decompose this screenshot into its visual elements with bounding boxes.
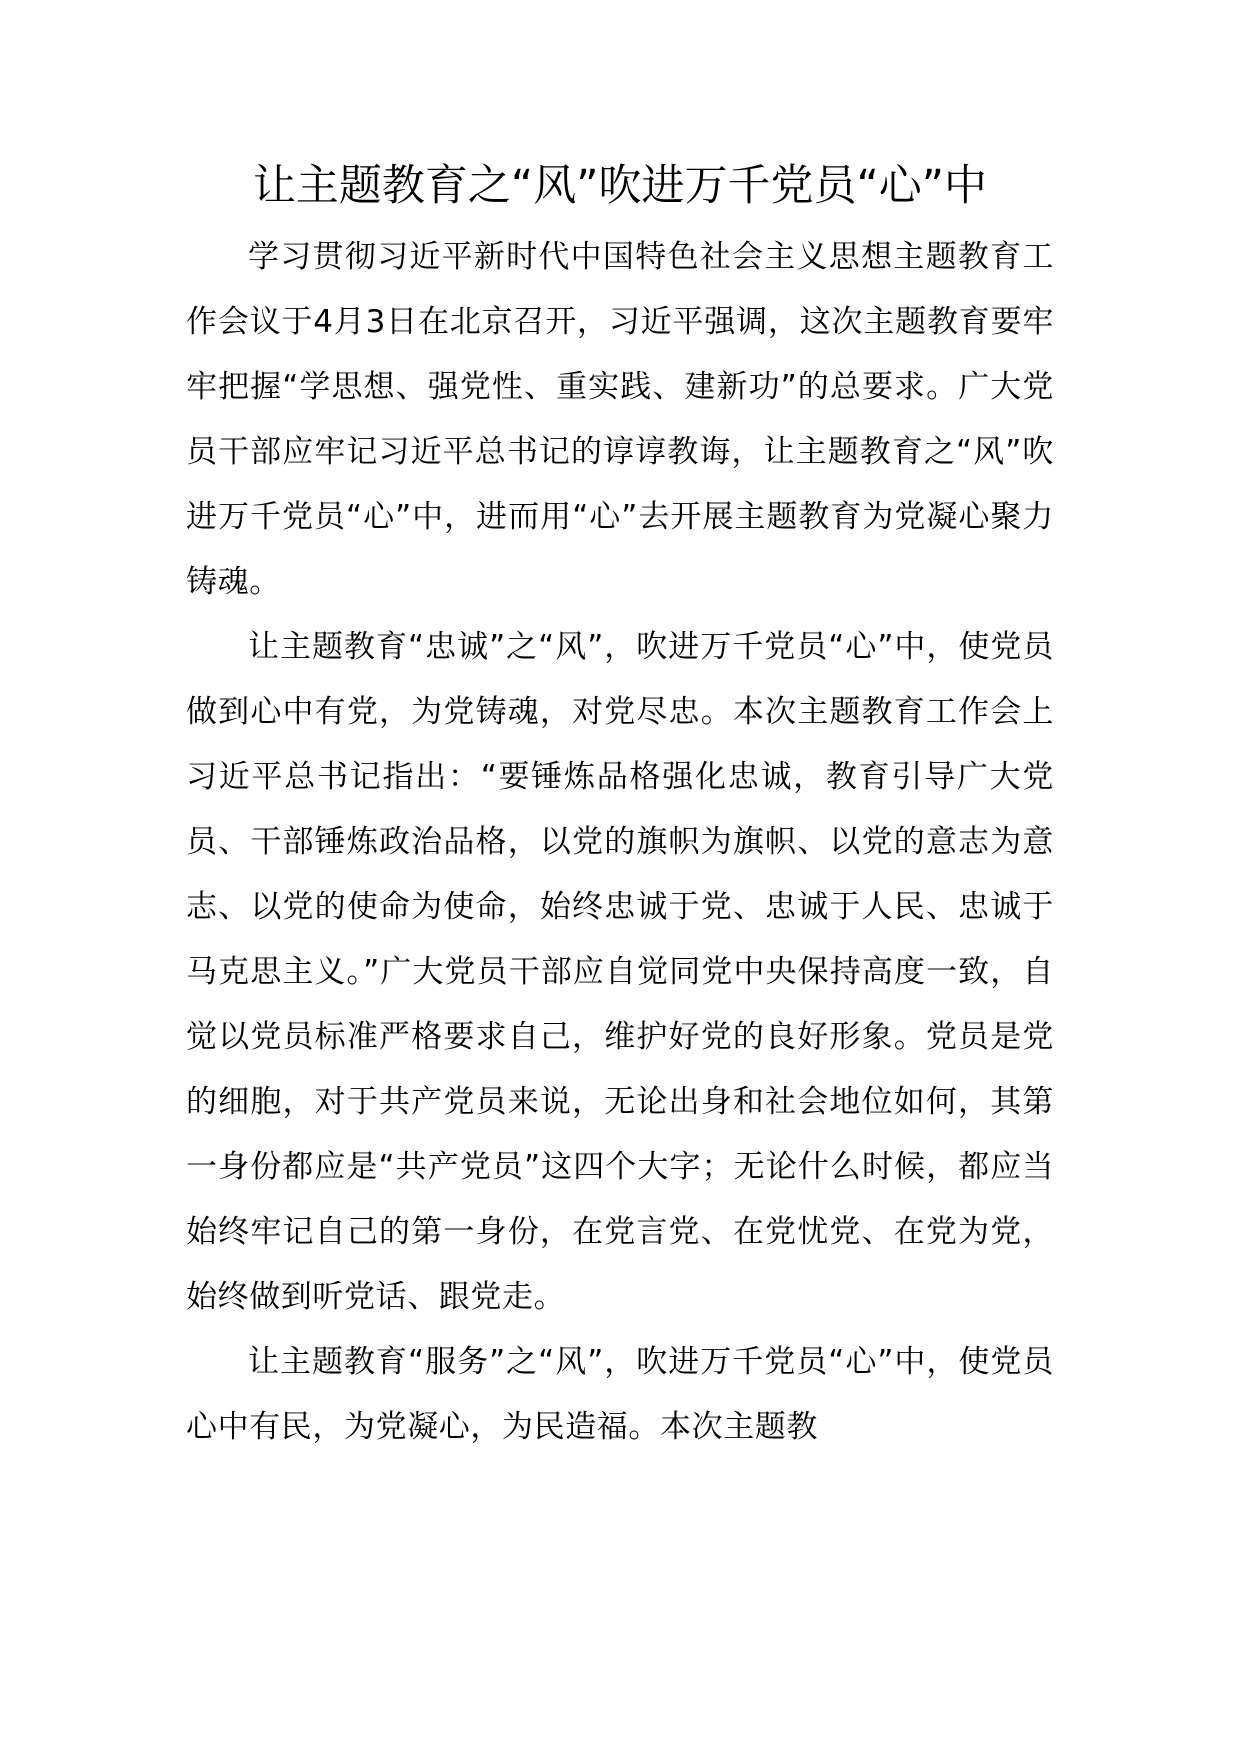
paragraph-1: 学习贯彻习近平新时代中国特色社会主义思想主题教育工作会议于4月3日在北京召开，习近平强调，这次主题教育要牢牢把握“学思想、强党性、重实践、建新功”的总要求。广大党员干部应牢记习近平总书记的谆谆教诲，让主题教育之“风”吹进万千党员“心”中，进而用“心”去开展主题教育为党凝心聚力铸魂。: [186, 239, 1054, 600]
paragraph-3: 让主题教育“服务”之“风”，吹进万千党员“心”中，使党员心中有民，为党凝心，为民造福。本次主题教: [186, 1344, 1054, 1445]
paragraph-2: 让主题教育“忠诚”之“风”，吹进万千党员“心”中，使党员做到心中有党，为党铸魂，对党尽忠。本次主题教育工作会上习近平总书记指出：“要锤炼品格强化忠诚，教育引导广大党员、干部锤炼政治品格，以党的旗帜为旗帜、以党的意志为意志、以党的使命为使命，始终忠诚于党、忠诚于人民、忠诚于马克思主义。”广大党员干部应自觉同党中央保持高度一致，自觉以党员标准严格要求自己，维护好党的良好形象。党员是党的细胞，对于共产党员来说，无论出身和社会地位如何，其第一身份都应是“共产党员”这四个大字；无论什么时候，都应当始终牢记自己的第一身份，在党言党、在党忧党、在党为党，始终做到听党话、跟党走。: [186, 629, 1054, 1315]
document-title: 让主题教育之“风”吹进万千党员“心”中: [252, 161, 988, 211]
document-content: [186, 158, 1054, 1460]
document-body: [186, 225, 1054, 1460]
